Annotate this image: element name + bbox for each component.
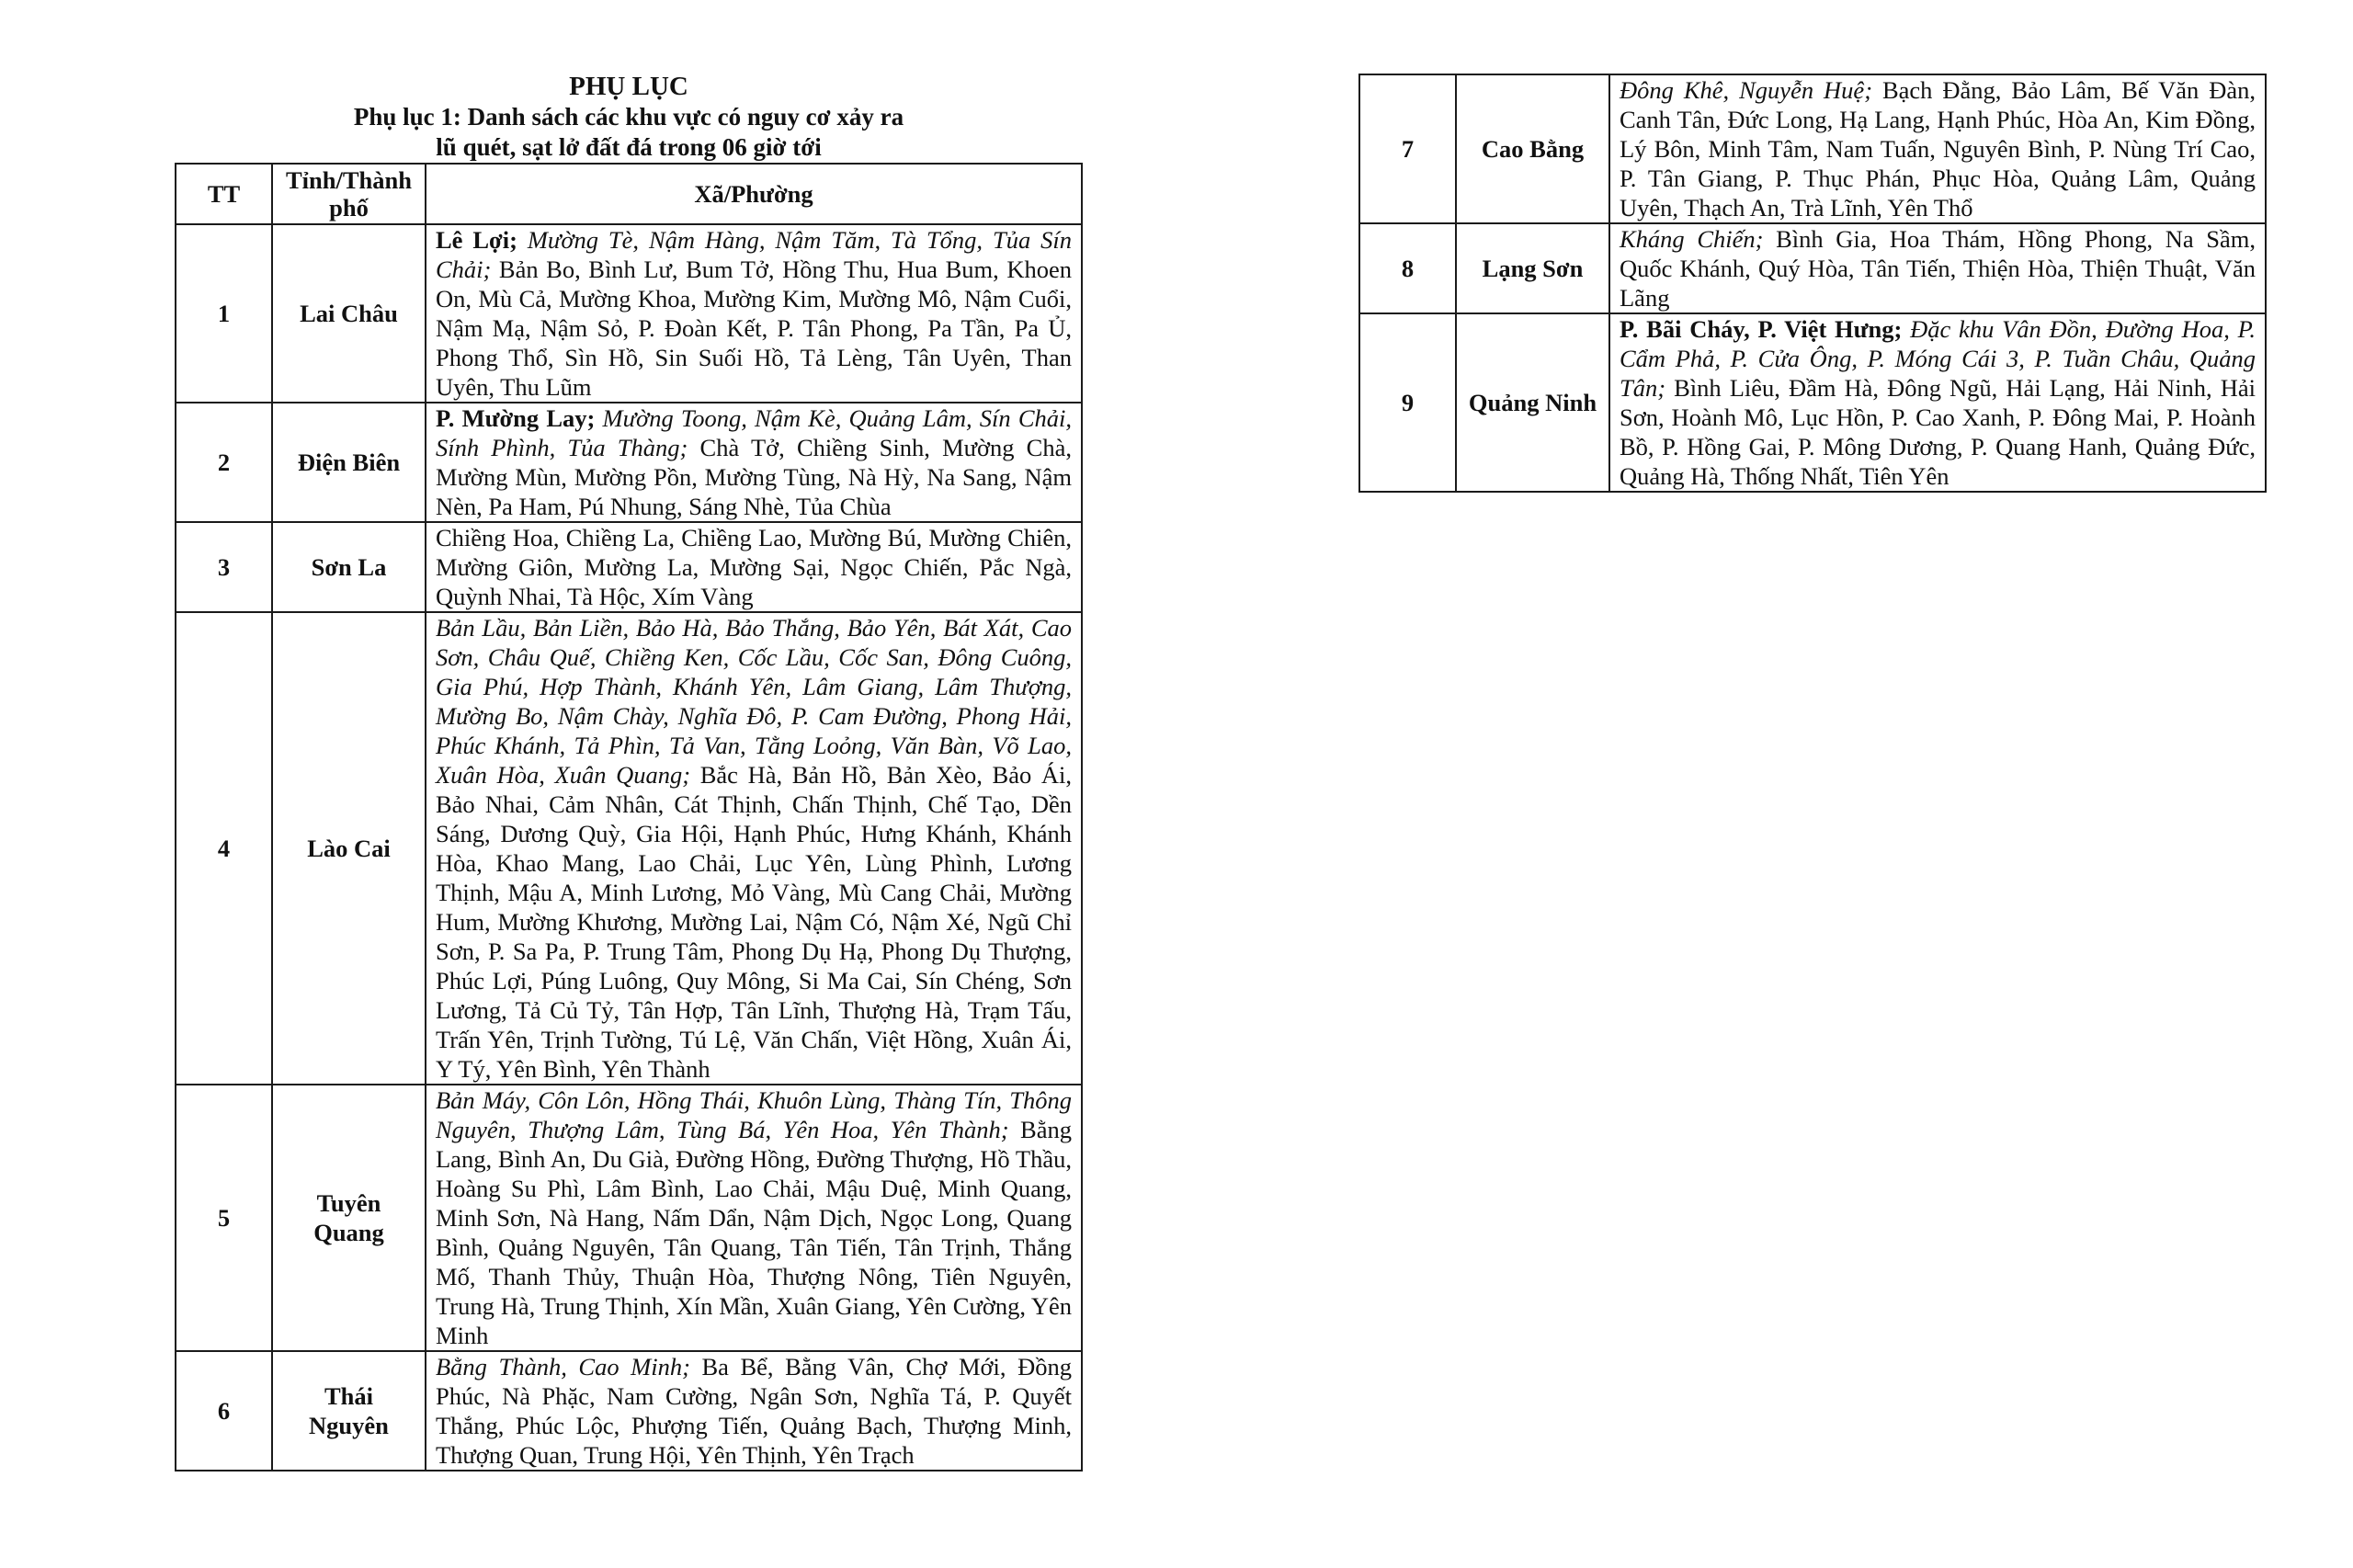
appendix-subtitle-line2: lũ quét, sạt lở đất đá trong 06 giờ tới: [436, 133, 822, 161]
row-province: Quảng Ninh: [1456, 313, 1609, 492]
table-row: [176, 612, 1082, 1085]
row-province: Tuyên Quang: [272, 1085, 426, 1351]
row-tt: 2: [176, 403, 272, 522]
table-row: [176, 522, 1082, 612]
row-tt: 6: [176, 1351, 272, 1471]
header-province: Tỉnh/Thành phố: [272, 164, 426, 224]
row-wards: [1609, 223, 2266, 313]
row-province: Lai Châu: [272, 224, 426, 403]
header-wards: Xã/Phường: [426, 164, 1082, 224]
table-row: [1359, 74, 2266, 223]
wards-bold: Lê Lợi;: [436, 226, 517, 254]
appendix-title: PHỤ LỤC: [569, 72, 688, 101]
wards-normal: Bản Bo, Bình Lư, Bum Tở, Hồng Thu, Hua Bum, Khoen On, Mù Cả, Mường Khoa, Mường Kim, Mường Mô, Nậm Cuổi, Nậm Mạ, Nậm Sỏ, P. Đoàn Kết, P. Tân Phong, Pa Tần, Pa Ủ, Phong Thổ, Sìn Hồ, Sin Suối Hồ, Tả Lèng, Tân Uyên, Than Uyên, Thu Lũm: [436, 256, 1072, 401]
wards-italic: Bản Máy, Côn Lôn, Hồng Thái, Khuôn Lùng, Thàng Tín, Thông Nguyên, Thượng Lâm, Tùng Bá, Yên Hoa, Yên Thành;: [436, 1086, 1072, 1143]
wards-normal: Chiềng Hoa, Chiềng La, Chiềng Lao, Mường Bú, Mường Chiên, Mường Giôn, Mường La, Mường Sại, Ngọc Chiến, Pắc Ngà, Quỳnh Nhai, Tà Hộc, Xím Vàng: [436, 524, 1072, 610]
wards-bold: P. Bãi Cháy, P. Việt Hưng;: [1620, 315, 1903, 343]
row-tt: 9: [1359, 313, 1456, 492]
wards-normal: Ba Bể, Bằng Vân, Chợ Mới, Đồng Phúc, Nà Phặc, Nam Cường, Ngân Sơn, Nghĩa Tá, P. Quyết Thắng, Phúc Lộc, Phượng Tiến, Quảng Bạch, Thượng Minh, Thượng Quan, Trung Hội, Yên Thịnh, Yên Trạch: [436, 1353, 1072, 1469]
wards-italic: Kháng Chiến;: [1620, 225, 1764, 253]
row-province: Lào Cai: [272, 612, 426, 1085]
wards-italic: Đặc khu Vân Đồn, Đường Hoa, P. Cẩm Phả, P. Cửa Ông, P. Móng Cái 3, P. Tuần Châu, Quảng Tân;: [1620, 315, 2256, 402]
row-wards: [426, 1351, 1082, 1471]
wards-normal: Bình Gia, Hoa Thám, Hồng Phong, Na Sầm, Quốc Khánh, Quý Hòa, Tân Tiến, Thiện Hòa, Thiện Thuật, Văn Lãng: [1620, 225, 2256, 312]
row-wards: [426, 1085, 1082, 1351]
wards-italic: Đông Khê, Nguyễn Huệ;: [1620, 76, 1873, 104]
wards-italic: Mường Toong, Nậm Kè, Quảng Lâm, Sín Chải, Sính Phình, Tủa Thàng;: [436, 404, 1072, 461]
wards-normal: Bình Liêu, Đầm Hà, Đông Ngũ, Hải Lạng, Hải Ninh, Hải Sơn, Hoành Mô, Lục Hồn, P. Cao Xanh, P. Đông Mai, P. Hoành Bồ, P. Hồng Gai, P. Mông Dương, P. Quang Hanh, Quảng Đức, Quảng Hà, Thống Nhất, Tiên Yên: [1620, 374, 2256, 490]
row-tt: 7: [1359, 74, 1456, 223]
wards-italic: Bằng Thành, Cao Minh;: [436, 1353, 690, 1381]
row-tt: 4: [176, 612, 272, 1085]
table-row: [1359, 313, 2266, 492]
row-tt: 5: [176, 1085, 272, 1351]
row-province: Thái Nguyên: [272, 1351, 426, 1471]
risk-area-table-part2: [1358, 74, 2267, 493]
wards-italic: Bản Lầu, Bản Liền, Bảo Hà, Bảo Thắng, Bảo Yên, Bát Xát, Cao Sơn, Châu Quế, Chiềng Ken, Cốc Lầu, Cốc San, Đông Cuông, Gia Phú, Hợp Thành, Khánh Yên, Lâm Giang, Lâm Thượng, Mường Bo, Nậm Chày, Nghĩa Đô, P. Cam Đường, Phong Hải, Phúc Khánh, Tả Phìn, Tả Van, Tằng Loỏng, Văn Bàn, Võ Lao, Xuân Hòa, Xuân Quang;: [436, 614, 1072, 789]
row-wards: [1609, 74, 2266, 223]
row-wards: [1609, 313, 2266, 492]
table-row: [1359, 223, 2266, 313]
row-tt: 8: [1359, 223, 1456, 313]
row-wards: [426, 612, 1082, 1085]
wards-bold: P. Mường Lay;: [436, 404, 596, 432]
table-header-row: [176, 164, 1082, 224]
row-wards: [426, 403, 1082, 522]
table-row: [176, 1085, 1082, 1351]
header-tt: TT: [176, 164, 272, 224]
row-province: Sơn La: [272, 522, 426, 612]
wards-normal: Bắc Hà, Bản Hồ, Bản Xèo, Bảo Ái, Bảo Nhai, Cảm Nhân, Cát Thịnh, Chấn Thịnh, Chế Tạo, Dền Sáng, Dương Quỳ, Gia Hội, Hạnh Phúc, Hưng Khánh, Khánh Hòa, Khao Mang, Lao Chải, Lục Yên, Lùng Phình, Lương Thịnh, Mậu A, Minh Lương, Mỏ Vàng, Mù Cang Chải, Mường Hum, Mường Khương, Mường Lai, Nậm Có, Nậm Xé, Ngũ Chỉ Sơn, P. Sa Pa, P. Trung Tâm, Phong Dụ Hạ, Phong Dụ Thượng, Phúc Lợi, Púng Luông, Quy Mông, Si Ma Cai, Sín Chéng, Sơn Lương, Tả Củ Tỷ, Tân Hợp, Tân Lĩnh, Thượng Hà, Trạm Tấu, Trấn Yên, Trịnh Tường, Tú Lệ, Văn Chấn, Việt Hồng, Xuân Ái, Y Tý, Yên Bình, Yên Thành: [436, 761, 1072, 1083]
appendix-subtitle-line1: Phụ lục 1: Danh sách các khu vực có nguy cơ xảy ra: [353, 103, 904, 131]
risk-area-table-part1: [175, 163, 1083, 1471]
table-row: [176, 224, 1082, 403]
wards-normal: Bạch Đằng, Bảo Lâm, Bế Văn Đàn, Canh Tân, Đức Long, Hạ Lang, Hạnh Phúc, Hòa An, Kim Đồng, Lý Bôn, Minh Tâm, Nam Tuấn, Nguyên Bình, P. Nùng Trí Cao, P. Tân Giang, P. Thục Phán, Phục Hòa, Quảng Lâm, Quảng Uyên, Thạch An, Trà Lĩnh, Yên Thổ: [1620, 76, 2256, 222]
row-wards: [426, 224, 1082, 403]
table-row: [176, 1351, 1082, 1471]
row-province: Cao Bằng: [1456, 74, 1609, 223]
appendix-heading: [175, 72, 1083, 163]
table-row: [176, 403, 1082, 522]
row-province: Lạng Sơn: [1456, 223, 1609, 313]
left-page: [175, 72, 1083, 1471]
wards-normal: Bằng Lang, Bình An, Du Già, Đường Hồng, Đường Thượng, Hồ Thầu, Hoàng Su Phì, Lâm Bình, Lao Chải, Mậu Duệ, Minh Quang, Minh Sơn, Nà Hang, Nấm Dẩn, Nậm Dịch, Ngọc Long, Quang Bình, Quảng Nguyên, Tân Quang, Tân Tiến, Tân Trịnh, Thắng Mố, Thanh Thủy, Thuận Hòa, Thượng Nông, Tiên Nguyên, Trung Hà, Trung Thịnh, Xín Mần, Xuân Giang, Yên Cường, Yên Minh: [436, 1116, 1072, 1349]
wards-normal: Chà Tở, Chiềng Sinh, Mường Chà, Mường Mùn, Mường Pồn, Mường Tùng, Nà Hỳ, Na Sang, Nậm Nèn, Pa Ham, Pú Nhung, Sáng Nhè, Tủa Chùa: [436, 434, 1072, 520]
row-province: Điện Biên: [272, 403, 426, 522]
row-tt: 1: [176, 224, 272, 403]
row-wards: [426, 522, 1082, 612]
wards-italic: Mường Tè, Nậm Hàng, Nậm Tăm, Tà Tổng, Tủa Sín Chải;: [436, 226, 1072, 283]
right-page: [1358, 74, 2267, 493]
row-tt: 3: [176, 522, 272, 612]
